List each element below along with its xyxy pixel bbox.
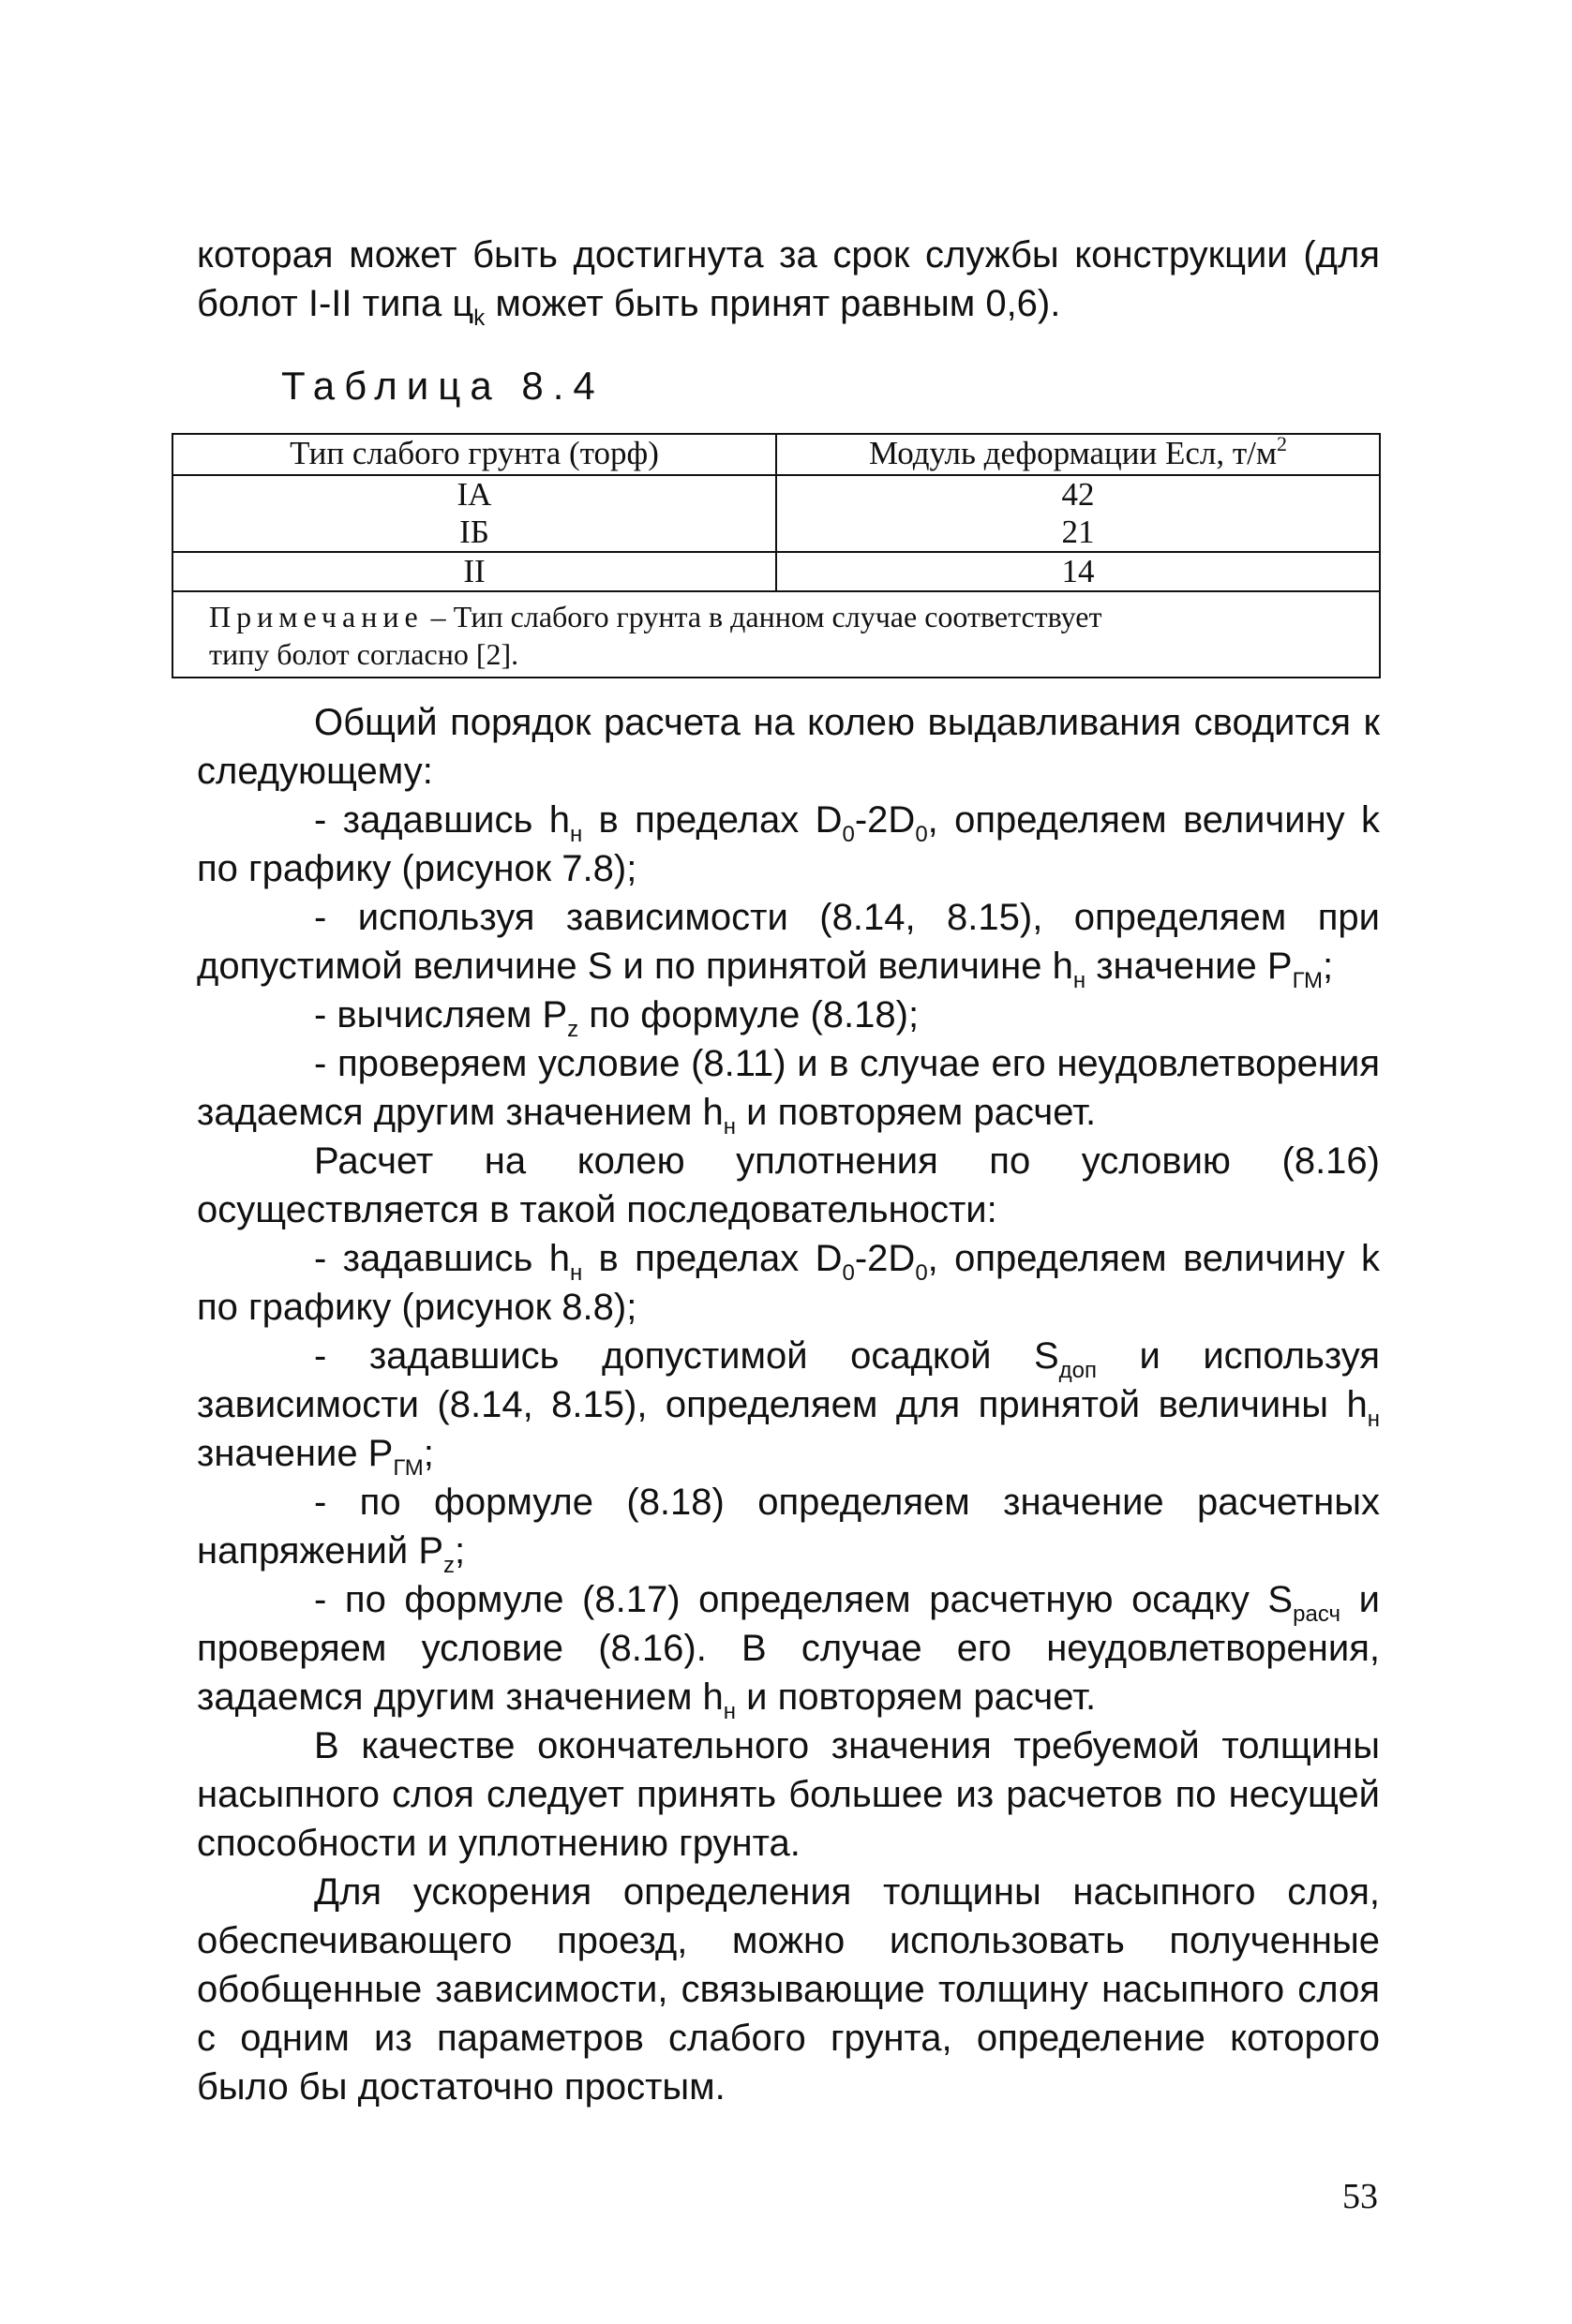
paragraph-compaction: Расчет на колею уплотнения по условию (8.16) осуществляется в такой последовательности:	[197, 1140, 1380, 1230]
table-note: Примечание – Тип слабого грунта в данном случае соответствует типу болот согласно [2].	[172, 591, 1380, 678]
table-note-row	[172, 591, 1380, 678]
intro-line-1: которая может быть достигнута за срок службы конструкции (для	[197, 234, 1380, 276]
cell-value: 14	[776, 552, 1380, 591]
paragraph-final-thickness: В качестве окончательного значения требуемой толщины насыпного слоя следует принять большее из расчетов по несущей способности и уплотнению грунта.	[197, 1725, 1380, 1864]
cell-value: 42	[776, 475, 1380, 514]
header-soil-type: Тип слабого грунта (торф)	[172, 434, 776, 475]
table-header-row	[172, 434, 1380, 475]
step-1: - задавшись $h_н$ в пределах $D_0-2D_0$, определяем величину k по графику (рисунок 7.8);	[197, 799, 1381, 889]
table-row	[172, 552, 1380, 591]
soil-modulus-table	[172, 433, 1381, 678]
paragraph-general-order: Общий порядок расчета на колею выдавливания сводится к следующему:	[197, 702, 1380, 792]
intro-line-2: болот I-II типа $ц_k$ может быть принят равным 0,6).	[197, 283, 1061, 331]
paragraph-acceleration: Для ускорения определения толщины насыпного слоя, обеспечивающего проезд, можно использовать полученные обобщенные зависимости, связывающие толщину насыпного слоя с одним из параметров слабого грунта, определение которого было бы достаточно простым.	[197, 1871, 1380, 2108]
table-row	[172, 475, 1380, 514]
step-3: - вычисляем $P_z$ по формуле (8.18);	[314, 994, 920, 1042]
header-modulus: Модуль деформации Есл, $т/м^2$	[776, 434, 1380, 475]
page-number: 53	[1342, 2177, 1378, 2216]
cell-type: II	[172, 552, 776, 591]
cell-type: IA	[172, 475, 776, 514]
compaction-step-3: - по формуле (8.18) определяем значение расчетных напряжений $P_z$;	[197, 1482, 1380, 1578]
cell-type: IБ	[172, 514, 776, 552]
table-title: Таблица 8.4	[281, 364, 605, 408]
compaction-step-4: - по формуле (8.17) определяем расчетную осадку $S_{расч}$ и проверяем условие (8.16). В случае его неудовлетворения, задаемся другим значением $h_н$ и повторяем расчет.	[197, 1579, 1380, 1724]
compaction-step-1: - задавшись $h_н$ в пределах $D_0-2D_0$, определяем величину k по графику (рисунок 8.8);	[197, 1238, 1381, 1328]
step-2: - используя зависимости (8.14, 8.15), определяем при допустимой величине S и по принятой величине $h_н$ значение $P_{ГМ}$;	[197, 897, 1380, 993]
step-4: - проверяем условие (8.11) и в случае его неудовлетворения задаемся другим значением $h_н$ и повторяем расчет.	[197, 1043, 1380, 1140]
table-row	[172, 514, 1380, 552]
cell-value: 21	[776, 514, 1380, 552]
compaction-step-2: - задавшись допустимой осадкой $S_{доп}$ и используя зависимости (8.14, 8.15), определяем для принятой величины $h_н$ значение $P_{ГМ}$;	[197, 1335, 1380, 1481]
